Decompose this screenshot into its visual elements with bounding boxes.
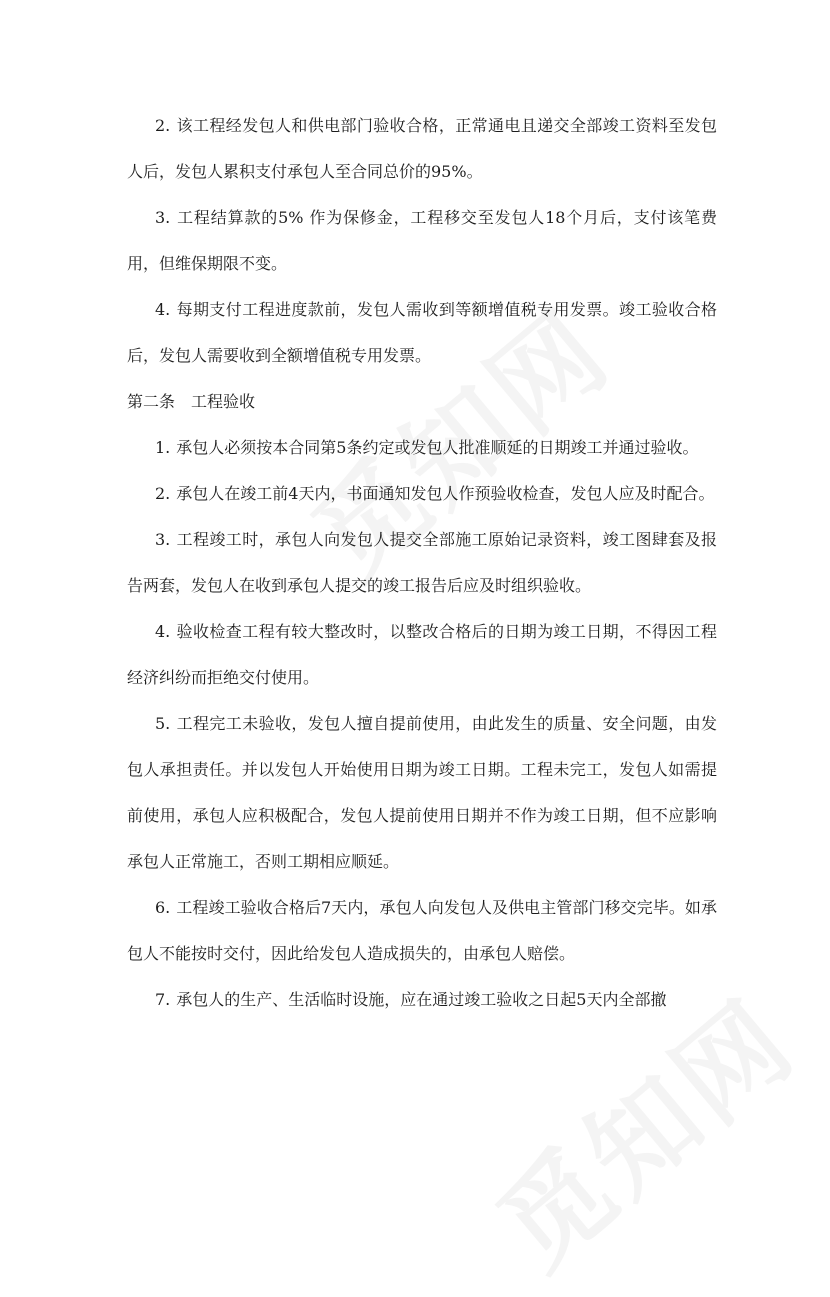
acceptance-clause-7: [127, 977, 717, 1023]
clause-text: 工程竣工验收合格后7天内，承包人向发包人及供电主管部门移交完毕。如承包人不能按时交付，因此给发包人造成损失的，由承包人赔偿。: [127, 898, 717, 963]
clause-number: 3.: [155, 530, 171, 549]
clause-number: 1.: [155, 438, 171, 457]
acceptance-clause-4: [127, 609, 717, 701]
clause-text: 该工程经发包人和供电部门验收合格，正常通电且递交全部竣工资料至发包人后，发包人累积支付承包人至合同总价的95%。: [127, 116, 717, 181]
clause-text: 每期支付工程进度款前，发包人需收到等额增值税专用发票。竣工验收合格后，发包人需要收到全额增值税专用发票。: [127, 300, 717, 365]
section-heading-label: 第二条: [127, 392, 176, 411]
section-heading-title: 工程验收: [191, 392, 256, 411]
clause-number: 3.: [155, 208, 171, 227]
clause-text: 工程完工未验收，发包人擅自提前使用，由此发生的质量、安全问题，由发包人承担责任。并以发包人开始使用日期为竣工日期。工程未完工，发包人如需提前使用，承包人应积极配合，发包人提前使用日期并不作为竣工日期，但不应影响承包人正常施工，否则工期相应顺延。: [127, 714, 717, 871]
clause-number: 5.: [155, 714, 171, 733]
payment-clause-3: [127, 195, 717, 287]
acceptance-clause-2: [127, 471, 717, 517]
section-heading: [127, 379, 717, 425]
clause-number: 4.: [155, 300, 171, 319]
clause-number: 6.: [155, 898, 171, 917]
clause-number: 7.: [155, 990, 171, 1009]
clause-text: 验收检查工程有较大整改时，以整改合格后的日期为竣工日期，不得因工程经济纠纷而拒绝交付使用。: [127, 622, 717, 687]
acceptance-clause-3: [127, 517, 717, 609]
clause-text: 工程竣工时，承包人向发包人提交全部施工原始记录资料，竣工图肆套及报告两套，发包人在收到承包人提交的竣工报告后应及时组织验收。: [127, 530, 717, 595]
acceptance-clause-1: [127, 425, 717, 471]
payment-clause-4: [127, 287, 717, 379]
clause-text: 承包人的生产、生活临时设施，应在通过竣工验收之日起5天内全部撤: [176, 990, 667, 1009]
clause-text: 承包人必须按本合同第5条约定或发包人批准顺延的日期竣工并通过验收。: [176, 438, 699, 457]
payment-clause-2: [127, 103, 717, 195]
clause-number: 2.: [155, 484, 171, 503]
document-body: [127, 103, 717, 1023]
clause-text: 工程结算款的5% 作为保修金，工程移交至发包人18个月后，支付该笔费用，但维保期限不变。: [127, 208, 717, 273]
acceptance-clause-5: [127, 701, 717, 885]
clause-number: 4.: [155, 622, 171, 641]
acceptance-clause-6: [127, 885, 717, 977]
clause-text: 承包人在竣工前4天内，书面通知发包人作预验收检查，发包人应及时配合。: [176, 484, 715, 503]
clause-number: 2.: [155, 116, 171, 135]
